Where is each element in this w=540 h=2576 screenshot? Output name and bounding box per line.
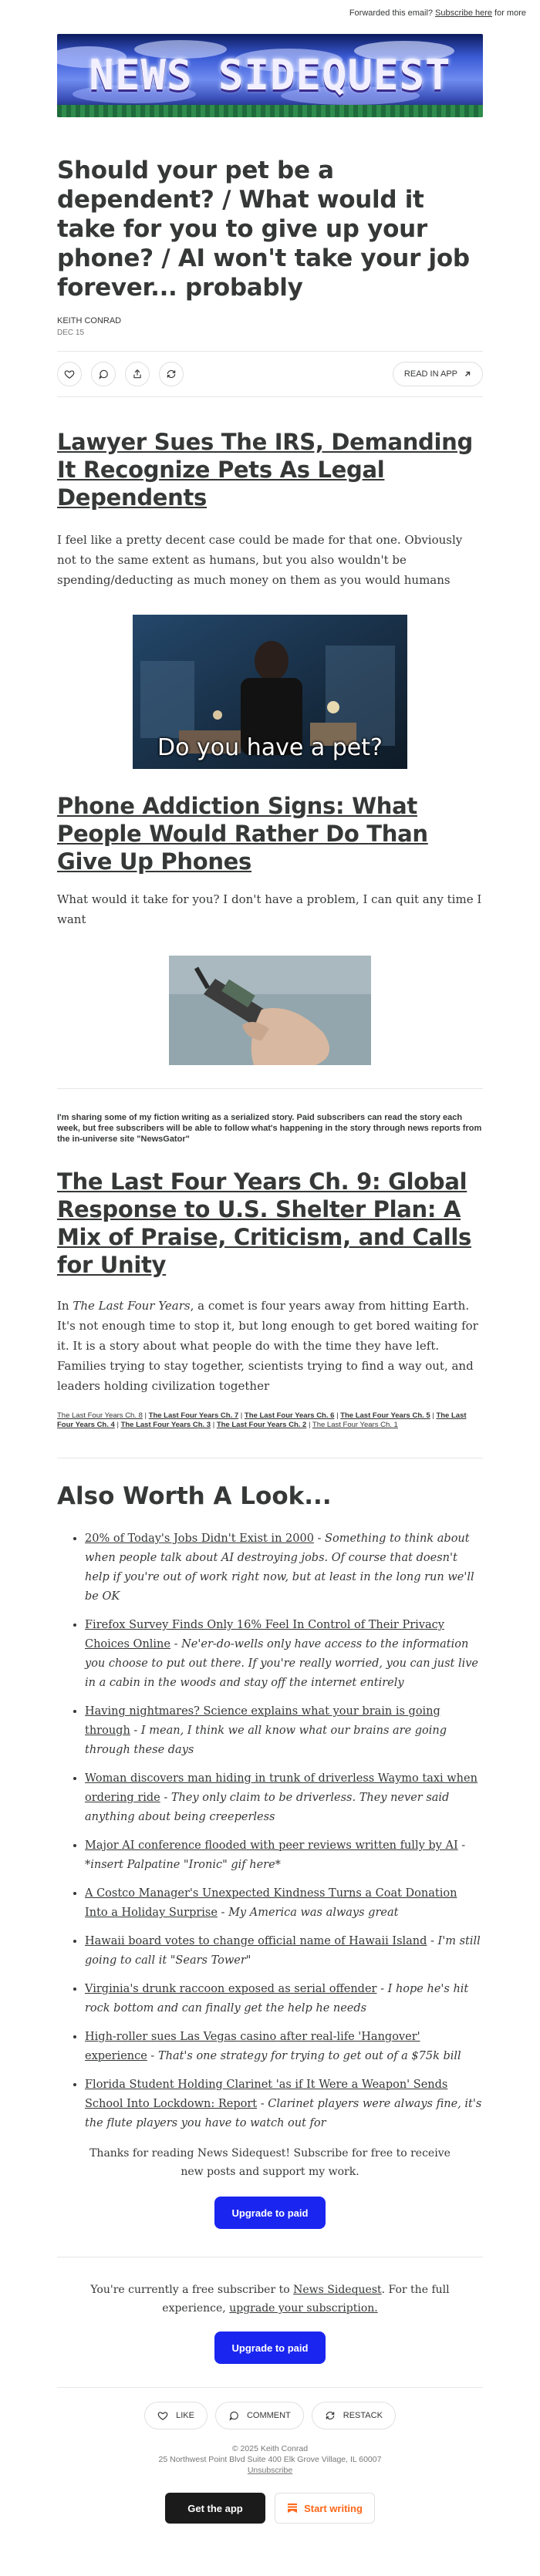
post-author[interactable]: KEITH CONRAD [57,316,122,325]
dash-separator: - [376,1983,388,1995]
subscriber-status [57,2281,483,2318]
list-item [85,2075,483,2133]
chapter-separator: | [211,1421,217,1429]
footer-restack-label: RESTACK [343,2411,383,2420]
chapter-link[interactable]: The Last Four Years Ch. 3 [120,1421,211,1429]
fiction-note: I'm sharing some of my fiction writing as a serialized story. Paid subscribers can read the story each week, but free subscribers will be able to follow what's happening in the story through news reports from the in-universe site "NewsGator" [57,1113,482,1144]
comment-icon [228,2410,239,2421]
banner-logo: NEWS SIDEQUEST [89,51,451,99]
dash-separator: - [170,1638,182,1650]
restack-icon [325,2410,336,2421]
chapter-separator: | [114,1421,121,1429]
list-item [85,1616,483,1693]
chapter-link[interactable]: The Last Four Years Ch. 4 [57,1411,467,1429]
substack-logo-icon [287,2503,298,2514]
restack-button[interactable] [159,362,184,386]
list-item [85,1769,483,1827]
pet-gif-image[interactable] [133,615,407,769]
dash-separator: - [427,1935,438,1947]
list-item [85,1884,483,1923]
fiction-body [57,1296,483,1396]
publication-banner[interactable] [57,34,483,117]
also-link[interactable]: Firefox Survey Finds Only 16% Feel In Control of Their Privacy Choices Online [85,1619,444,1650]
also-comment: My America was always great [228,1907,399,1919]
section-heading-fiction[interactable]: The Last Four Years Ch. 9: Global Response to U.S. Shelter Plan: A Mix of Praise, Criticism, and Calls for Unity [57,1168,471,1278]
post-actions [57,351,483,397]
unsubscribe-link[interactable]: Unsubscribe [247,2466,293,2475]
restack-icon [166,369,177,379]
chapter-link[interactable]: The Last Four Years Ch. 5 [340,1411,430,1420]
arrow-up-right-icon [464,370,471,378]
thanks-text: Thanks for reading News Sidequest! Subscribe for free to receive new posts and support my work. [89,2147,451,2178]
chapter-separator: | [334,1411,341,1420]
banner-ground [57,105,483,117]
share-button[interactable] [125,362,150,386]
also-comment: *insert Palpatine "Ironic" gif here* [85,1859,281,1871]
upgrade-button-2[interactable]: Upgrade to paid [214,2332,326,2364]
post-date: DEC 15 [57,329,85,337]
also-comment: I mean, I think we all know what our brains are going through these days [85,1725,447,1756]
footer-address: 25 Northwest Point Blvd Suite 400 Elk Grove Village, IL 60007 [158,2455,382,2464]
subscriber-prefix: You're currently a free subscriber to [90,2284,294,2296]
footer-like-label: LIKE [176,2411,194,2420]
also-link[interactable]: 20% of Today's Jobs Didn't Exist in 2000 [85,1532,314,1545]
list-item [85,1836,483,1875]
chapter-link[interactable]: The Last Four Years Ch. 8 [57,1411,143,1420]
also-comment: They only claim to be driverless. They never said anything about being creeperless [85,1792,450,1823]
list-item [85,1980,483,2018]
dash-separator: - [130,1725,141,1737]
also-link[interactable]: Having nightmares? Science explains what your brain is going through [85,1705,440,1737]
subscriber-mid: . For the full experience, [162,2284,450,2315]
footer-copyright: © 2025 Keith Conrad [231,2444,309,2453]
also-link[interactable]: Major AI conference flooded with peer reviews written fully by AI [85,1839,458,1852]
also-comment: Something to think about when people talk about AI destroying jobs. Of course that doesn't help if you're out of work right now, but at least in the long run we'll be OK [85,1532,474,1603]
section-heading-phones[interactable]: Phone Addiction Signs: What People Would Rather Do Than Give Up Phones [57,793,428,875]
chapter-separator: | [306,1421,312,1429]
forward-bar [0,0,540,26]
get-app-button[interactable]: Get the app [165,2493,265,2524]
post-title[interactable]: Should your pet be a dependent? / What would it take for you to give up your phone? / AI won't take your job forever... probably [57,157,470,302]
fiction-body-prefix: In [57,1299,73,1313]
footer-actions [57,2402,483,2429]
chapter-links [57,1411,483,1430]
fiction-body-title: The Last Four Years [73,1299,191,1313]
subscribe-here-link[interactable]: Subscribe here [435,8,493,18]
gif-caption: Do you have a pet? [157,734,383,761]
upgrade-subscription-link[interactable]: upgrade your subscription. [229,2302,378,2315]
list-item [85,2028,483,2066]
fiction-body-rest: , a comet is four years away from hitting Earth. It's not enough time to stop it, but long enough to get bored waiting for it. It is a story about what people do with the time they have left. Families trying to stay together, scientists trying to find a way out, and leaders holding civilization together [57,1299,478,1393]
brick-phone-illustration [169,956,371,1065]
forward-suffix: for more [494,8,526,18]
list-item [85,1702,483,1760]
also-heading: Also Worth A Look... [57,1482,332,1510]
footer-comment-button[interactable] [215,2402,304,2429]
chapter-link[interactable]: The Last Four Years Ch. 7 [148,1411,239,1420]
bottom-buttons [57,2493,483,2524]
phone-image[interactable] [169,956,371,1065]
dash-separator: - [217,1907,229,1919]
also-links-list [57,1529,483,2133]
dash-separator: - [457,1839,466,1852]
dash-separator: - [313,1532,326,1545]
upgrade-button[interactable]: Upgrade to paid [214,2197,326,2229]
also-comment: I hope he's hit rock bottom and can finally get the help he needs [85,1983,469,2015]
also-link[interactable]: A Costco Manager's Unexpected Kindness Turns a Coat Donation Into a Holiday Surprise [85,1887,457,1919]
chapter-link[interactable]: The Last Four Years Ch. 6 [244,1411,335,1420]
section-body-pets: I feel like a pretty decent case could be made for that one. Obviously not to the same extent as humans, but you also wouldn't be spending/deducting as much money on them as you would humans [57,533,463,587]
section-heading-pets[interactable]: Lawyer Sues The IRS, Demanding It Recognize Pets As Legal Dependents [57,429,473,511]
footer-like-button[interactable] [144,2402,208,2429]
like-button[interactable] [57,362,82,386]
forward-prefix: Forwarded this email? [349,8,434,18]
dash-separator: - [160,1792,171,1804]
share-icon [132,369,143,379]
divider [57,1088,483,1089]
chapter-link[interactable]: The Last Four Years Ch. 1 [312,1421,398,1429]
read-in-app-label: READ IN APP [403,369,457,379]
chapter-separator: | [142,1411,149,1420]
start-writing-button[interactable] [275,2493,375,2524]
chapter-separator: | [238,1411,245,1420]
also-comment: Clarinet players were always fine, it's the flute players you have to watch out for [85,2098,482,2129]
footer-info [57,2443,483,2476]
also-link[interactable]: High-roller sues Las Vegas casino after real-life 'Hangover' experience [85,2031,420,2062]
also-link[interactable]: Florida Student Holding Clarinet 'as if It Were a Weapon' Sends School Into Lockdown: Report [85,2079,448,2110]
dash-separator: - [257,2098,268,2110]
publication-link[interactable]: News Sidequest [293,2284,382,2296]
list-item [85,1529,483,1607]
also-link[interactable]: Hawaii board votes to change official name of Hawaii Island [85,1935,427,1947]
also-comment: I'm still going to call it "Sears Tower" [85,1935,481,1967]
also-comment: That's one strategy for trying to get out of a $75k bill [157,2050,461,2062]
dash-separator: - [147,2050,158,2062]
heart-icon [64,369,75,379]
comment-button[interactable] [91,362,116,386]
also-link[interactable]: Virginia's drunk raccoon exposed as serial offender [85,1983,377,1995]
start-writing-label: Start writing [304,2502,363,2514]
list-item [85,1932,483,1971]
heart-icon [157,2410,168,2421]
main-column [57,34,483,2524]
comment-icon [98,369,109,379]
also-comment: Ne'er-do-wells only have access to the information you choose to put out there. If you're really worried, you can just live in a cabin in the woods and stay off the internet entirely [85,1638,478,1689]
footer-restack-button[interactable] [312,2402,396,2429]
chapter-link[interactable]: The Last Four Years Ch. 2 [216,1421,307,1429]
footer-comment-label: COMMENT [246,2411,291,2420]
divider [57,2387,483,2388]
section-body-phones: What would it take for you? I don't have a problem, I can quit any time I want [57,892,482,926]
chapter-separator: | [430,1411,437,1420]
also-link[interactable]: Woman discovers man hiding in trunk of driverless Waymo taxi when ordering ride [85,1772,478,1804]
read-in-app-button[interactable] [393,362,483,386]
